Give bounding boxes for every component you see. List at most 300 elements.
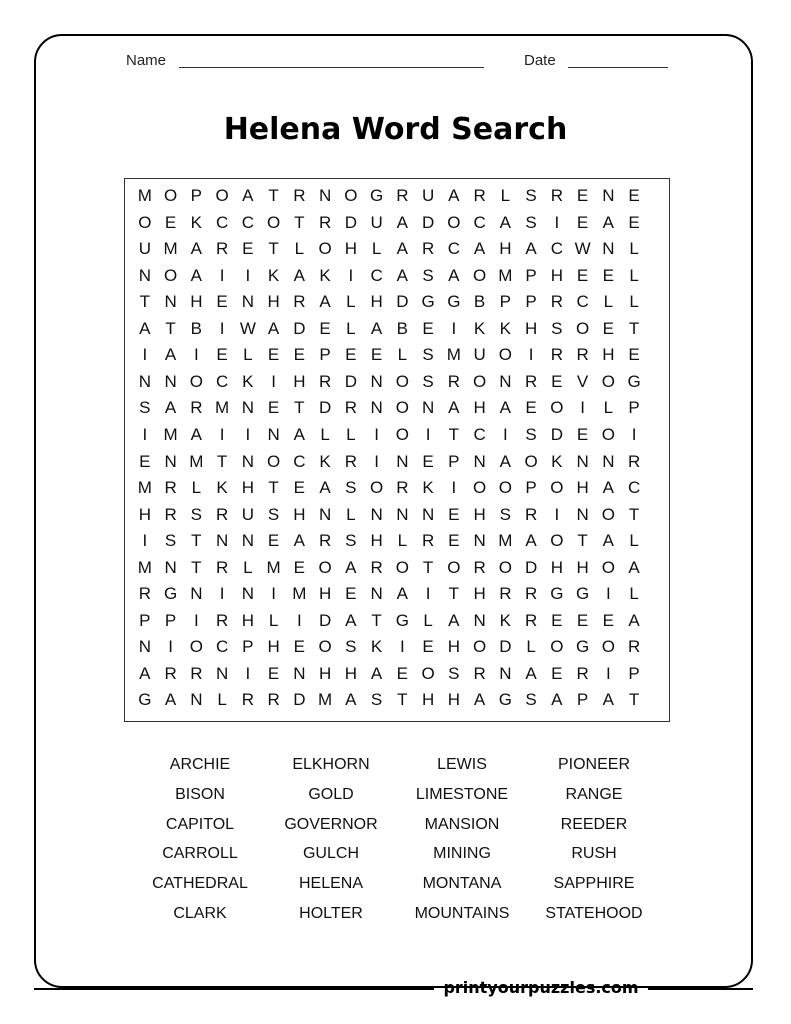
grid-letter: E bbox=[551, 610, 563, 630]
grid-letter: R bbox=[215, 239, 229, 259]
grid-letter: H bbox=[473, 504, 486, 524]
grid-letter: D bbox=[344, 212, 357, 232]
grid-letter: T bbox=[165, 318, 176, 338]
grid-letter: S bbox=[422, 345, 434, 365]
grid-letter: H bbox=[267, 637, 280, 657]
grid-letter: L bbox=[603, 398, 614, 418]
grid-letter: A bbox=[293, 531, 306, 551]
grid-letter: R bbox=[627, 451, 641, 471]
grid-letter: O bbox=[189, 637, 203, 657]
grid-letter: S bbox=[422, 371, 434, 391]
grid-letter: R bbox=[550, 292, 563, 312]
grid-letter: A bbox=[499, 212, 512, 232]
grid-letter: T bbox=[294, 212, 305, 232]
grid-letter: P bbox=[242, 637, 254, 657]
grid-letter: H bbox=[293, 504, 306, 524]
grid-letter: I bbox=[348, 265, 354, 285]
grid-letter: C bbox=[293, 451, 306, 471]
footer-line-left bbox=[34, 988, 434, 990]
grid-letter: S bbox=[190, 504, 203, 524]
grid-letter: D bbox=[293, 318, 306, 338]
grid-row bbox=[124, 210, 670, 237]
grid-letter: E bbox=[293, 637, 306, 657]
grid-letter: H bbox=[602, 345, 615, 365]
grid-letter: H bbox=[447, 637, 460, 657]
grid-letter: U bbox=[138, 239, 151, 259]
grid-letter: E bbox=[267, 663, 280, 683]
grid-letter: N bbox=[318, 504, 332, 524]
grid-letter: N bbox=[473, 531, 486, 551]
grid-letter: I bbox=[605, 584, 611, 604]
grid-letter: R bbox=[215, 557, 229, 577]
grid-letter: L bbox=[629, 292, 639, 312]
grid-letter: H bbox=[421, 690, 435, 710]
grid-letter: K bbox=[499, 610, 512, 630]
grid-letter: O bbox=[215, 186, 229, 205]
grid-letter: A bbox=[499, 451, 512, 471]
grid-letter: A bbox=[473, 690, 486, 710]
grid-letter: T bbox=[448, 584, 460, 604]
page-title: Helena Word Search bbox=[223, 112, 568, 147]
grid-letter: R bbox=[215, 504, 229, 524]
grid-letter: B bbox=[396, 318, 409, 338]
grid-letter: A bbox=[396, 265, 409, 285]
grid-letter: R bbox=[524, 371, 538, 391]
grid-letter: W bbox=[239, 318, 256, 338]
grid-letter: A bbox=[525, 531, 537, 551]
grid-letter: A bbox=[473, 239, 486, 259]
grid-letter: R bbox=[318, 371, 332, 391]
grid-letter: N bbox=[164, 371, 177, 391]
grid-letter: T bbox=[191, 531, 202, 551]
grid-row bbox=[124, 316, 670, 343]
grid-letter: E bbox=[293, 478, 306, 498]
grid-letter: N bbox=[267, 424, 280, 444]
word-list-item: LIMESTONE bbox=[415, 785, 509, 803]
grid-letter: L bbox=[500, 186, 511, 205]
grid-letter: E bbox=[267, 345, 280, 365]
grid-letter: E bbox=[422, 451, 434, 471]
grid-letter: N bbox=[318, 186, 332, 205]
grid-letter: D bbox=[499, 637, 512, 657]
grid-letter: C bbox=[576, 292, 589, 312]
grid-letter: N bbox=[164, 292, 177, 312]
grid-letter: H bbox=[344, 239, 357, 259]
grid-letter: S bbox=[370, 690, 383, 710]
grid-letter: A bbox=[525, 663, 537, 683]
grid-letter: I bbox=[451, 318, 457, 338]
grid-letter: I bbox=[374, 451, 379, 471]
word-list-item: RUSH bbox=[571, 845, 617, 863]
grid-letter: H bbox=[241, 478, 254, 498]
site-name: printyourpuzzles.com bbox=[443, 978, 639, 997]
grid-letter: O bbox=[472, 637, 487, 657]
grid-letter: L bbox=[346, 318, 356, 338]
grid-letter: O bbox=[395, 557, 409, 577]
grid-letter: E bbox=[396, 663, 409, 683]
grid-letter: S bbox=[525, 212, 537, 232]
grid-letter: M bbox=[137, 478, 152, 498]
grid-letter: N bbox=[499, 371, 512, 391]
grid-letter: R bbox=[190, 398, 203, 418]
grid-letter: N bbox=[576, 504, 589, 524]
grid-letter: N bbox=[241, 292, 254, 312]
grid-letter: H bbox=[576, 478, 589, 498]
grid-letter: L bbox=[346, 292, 356, 312]
grid-letter: R bbox=[473, 186, 486, 205]
grid-row bbox=[124, 369, 670, 396]
grid-letter: I bbox=[142, 424, 148, 444]
grid-letter: G bbox=[498, 690, 512, 710]
grid-row bbox=[124, 608, 670, 635]
grid-letter: D bbox=[318, 610, 332, 630]
grid-row bbox=[124, 342, 670, 369]
grid-letter: H bbox=[524, 318, 538, 338]
grid-letter: I bbox=[193, 345, 199, 365]
word-list-item: MANSION bbox=[424, 815, 500, 833]
grid-letter: T bbox=[397, 690, 408, 710]
grid-letter: O bbox=[395, 371, 409, 391]
grid-letter: A bbox=[448, 398, 460, 418]
grid-letter: O bbox=[447, 212, 461, 232]
grid-letter: N bbox=[190, 584, 203, 604]
grid-letter: E bbox=[319, 318, 331, 338]
grid-letter: R bbox=[164, 663, 177, 683]
grid-letter: N bbox=[473, 610, 486, 630]
grid-letter: E bbox=[628, 186, 640, 205]
grid-letter: H bbox=[370, 292, 383, 312]
grid-letter: P bbox=[190, 186, 203, 205]
grid-letter: S bbox=[422, 265, 434, 285]
grid-letter: A bbox=[164, 398, 177, 418]
grid-letter: A bbox=[164, 345, 177, 365]
grid-letter: I bbox=[219, 424, 225, 444]
grid-letter: S bbox=[267, 504, 280, 524]
grid-letter: K bbox=[242, 371, 254, 391]
grid-letter: I bbox=[399, 637, 405, 657]
grid-letter: A bbox=[628, 610, 640, 630]
grid-letter: H bbox=[318, 663, 332, 683]
word-list-item: LEWIS bbox=[437, 756, 487, 773]
grid-letter: A bbox=[267, 318, 280, 338]
grid-letter: N bbox=[602, 186, 615, 205]
grid-letter: M bbox=[137, 186, 152, 205]
word-list-item: STATEHOOD bbox=[545, 905, 643, 922]
grid-letter: I bbox=[219, 318, 225, 338]
word-list-item: PIONEER bbox=[557, 756, 630, 773]
grid-letter: S bbox=[525, 186, 537, 205]
grid-letter: L bbox=[243, 345, 253, 365]
grid-letter: G bbox=[447, 292, 461, 312]
grid-letter: I bbox=[502, 424, 508, 444]
grid-letter: M bbox=[498, 265, 513, 285]
grid-letter: R bbox=[627, 637, 641, 657]
grid-letter: S bbox=[448, 663, 460, 683]
grid-letter: E bbox=[293, 345, 306, 365]
grid-letter: A bbox=[319, 292, 331, 312]
grid-letter: O bbox=[575, 318, 590, 338]
grid-letter: T bbox=[268, 239, 279, 259]
grid-letter: N bbox=[164, 557, 177, 577]
grid-letter: E bbox=[267, 398, 280, 418]
grid-letter: H bbox=[138, 504, 151, 524]
grid-letter: E bbox=[293, 557, 306, 577]
grid-letter: K bbox=[319, 265, 331, 285]
grid-letter: K bbox=[422, 478, 434, 498]
grid-letter: E bbox=[164, 212, 177, 232]
grid-letter: R bbox=[550, 345, 563, 365]
grid-letter: R bbox=[447, 371, 460, 391]
grid-letter: A bbox=[190, 265, 203, 285]
grid-letter: E bbox=[267, 531, 280, 551]
grid-letter: A bbox=[345, 557, 357, 577]
grid-letter: H bbox=[550, 265, 563, 285]
grid-letter: O bbox=[498, 345, 512, 365]
grid-letter: A bbox=[396, 239, 409, 259]
grid-letter: U bbox=[421, 186, 435, 205]
grid-letter: A bbox=[139, 663, 151, 683]
grid-letter: O bbox=[318, 637, 332, 657]
grid-letter: S bbox=[525, 424, 537, 444]
grid-letter: I bbox=[631, 424, 637, 444]
grid-letter: E bbox=[448, 504, 460, 524]
grid-row bbox=[124, 395, 670, 422]
grid-letter: A bbox=[139, 318, 151, 338]
grid-letter: N bbox=[138, 265, 151, 285]
grid-letter: C bbox=[627, 478, 641, 498]
grid-letter: P bbox=[628, 398, 640, 418]
grid-row bbox=[124, 528, 670, 555]
grid-letter: G bbox=[550, 584, 564, 604]
grid-letter: R bbox=[164, 504, 177, 524]
grid-letter: K bbox=[267, 265, 280, 285]
grid-letter: O bbox=[550, 637, 564, 657]
grid-letter: I bbox=[142, 531, 148, 551]
grid-row bbox=[124, 183, 670, 210]
grid-letter: G bbox=[163, 584, 178, 604]
grid-letter: L bbox=[243, 557, 253, 577]
grid-letter: E bbox=[576, 424, 589, 444]
grid-letter: O bbox=[189, 371, 203, 391]
grid-letter: T bbox=[268, 478, 279, 498]
grid-letter: M bbox=[163, 424, 178, 444]
grid-letter: R bbox=[293, 292, 306, 312]
grid-letter: U bbox=[241, 504, 254, 524]
grid-letter: I bbox=[425, 584, 431, 604]
grid-letter: O bbox=[601, 424, 615, 444]
word-list-item: GOLD bbox=[308, 785, 354, 803]
grid-letter: R bbox=[524, 584, 538, 604]
grid-letter: I bbox=[271, 371, 276, 391]
grid-letter: O bbox=[421, 663, 435, 683]
grid-letter: R bbox=[421, 239, 435, 259]
grid-letter: A bbox=[448, 610, 460, 630]
grid-letter: C bbox=[550, 239, 563, 259]
grid-letter: G bbox=[575, 637, 590, 657]
grid-letter: N bbox=[241, 451, 254, 471]
grid-letter: A bbox=[551, 690, 563, 710]
grid-letter: E bbox=[216, 345, 228, 365]
grid-letter: E bbox=[370, 345, 383, 365]
word-list-item: REEDER bbox=[560, 815, 628, 833]
grid-letter: N bbox=[370, 398, 383, 418]
grid-letter: O bbox=[395, 398, 409, 418]
grid-letter: E bbox=[551, 371, 563, 391]
name-label: Name bbox=[126, 52, 167, 69]
grid-letter: P bbox=[448, 451, 460, 471]
grid-letter: M bbox=[446, 345, 461, 365]
grid-row bbox=[124, 661, 670, 688]
word-list-item: GULCH bbox=[302, 845, 359, 863]
grid-letter: N bbox=[421, 398, 435, 418]
grid-letter: I bbox=[219, 584, 225, 604]
grid-letter: T bbox=[422, 557, 434, 577]
grid-row bbox=[124, 475, 670, 502]
grid-letter: A bbox=[499, 398, 512, 418]
grid-letter: C bbox=[215, 371, 229, 391]
grid-letter: K bbox=[216, 478, 228, 498]
grid-letter: G bbox=[627, 371, 641, 391]
grid-letter: L bbox=[346, 424, 356, 444]
grid-letter: T bbox=[139, 292, 151, 312]
grid-letter: A bbox=[319, 478, 331, 498]
grid-letter: A bbox=[190, 424, 203, 444]
grid-letter: N bbox=[370, 371, 383, 391]
grid-letter: R bbox=[370, 557, 383, 577]
grid-letter: S bbox=[164, 531, 177, 551]
grid-letter: L bbox=[603, 292, 614, 312]
grid-letter: S bbox=[139, 398, 151, 418]
grid-letter: A bbox=[396, 212, 409, 232]
grid-letter: T bbox=[577, 531, 588, 551]
grid-letter: R bbox=[267, 690, 280, 710]
grid-letter: T bbox=[628, 318, 640, 338]
grid-letter: P bbox=[499, 292, 512, 312]
grid-letter: R bbox=[524, 610, 538, 630]
grid-letter: O bbox=[601, 637, 615, 657]
grid-letter: S bbox=[345, 478, 357, 498]
grid-row bbox=[124, 555, 670, 582]
grid-letter: T bbox=[371, 610, 382, 630]
grid-letter: I bbox=[580, 398, 585, 418]
grid-letter: O bbox=[138, 212, 152, 232]
grid-letter: N bbox=[241, 531, 254, 551]
grid-letter: N bbox=[241, 398, 254, 418]
grid-letter: E bbox=[345, 345, 357, 365]
grid-letter: C bbox=[215, 637, 229, 657]
grid-letter: M bbox=[189, 451, 204, 471]
date-line bbox=[568, 67, 668, 68]
grid-row bbox=[124, 502, 670, 529]
grid-letter: H bbox=[550, 557, 563, 577]
grid-letter: N bbox=[190, 690, 203, 710]
grid-letter: C bbox=[215, 212, 229, 232]
grid-letter: S bbox=[345, 531, 357, 551]
grid-letter: R bbox=[576, 663, 589, 683]
grid-letter: L bbox=[397, 531, 408, 551]
name-line bbox=[179, 67, 484, 68]
grid-letter: N bbox=[164, 451, 177, 471]
grid-letter: C bbox=[241, 212, 254, 232]
grid-letter: K bbox=[319, 451, 331, 471]
grid-letter: R bbox=[473, 663, 486, 683]
grid-letter: O bbox=[163, 186, 178, 205]
word-list-item: GOVERNOR bbox=[284, 815, 378, 833]
grid-letter: V bbox=[576, 371, 589, 391]
grid-letter: R bbox=[396, 186, 409, 205]
grid-letter: N bbox=[241, 584, 254, 604]
grid-letter: I bbox=[605, 663, 611, 683]
word-list-item: CATHEDRAL bbox=[152, 875, 248, 893]
grid-letter: E bbox=[139, 451, 151, 471]
grid-letter: A bbox=[602, 212, 615, 232]
grid-letter: C bbox=[473, 424, 486, 444]
word-list-item: MOUNTAINS bbox=[414, 905, 510, 922]
grid-letter: O bbox=[369, 478, 384, 498]
grid-letter: I bbox=[296, 610, 302, 630]
grid-letter: N bbox=[215, 663, 229, 683]
grid-letter: N bbox=[370, 504, 383, 524]
grid-letter: O bbox=[601, 504, 615, 524]
grid-letter: H bbox=[576, 557, 589, 577]
grid-letter: E bbox=[602, 610, 615, 630]
grid-letter: M bbox=[498, 531, 513, 551]
grid-letter: H bbox=[190, 292, 203, 312]
grid-letter: L bbox=[294, 239, 305, 259]
grid-letter: M bbox=[292, 584, 307, 604]
grid-letter: A bbox=[396, 584, 409, 604]
grid-letter: A bbox=[345, 690, 357, 710]
grid-row bbox=[124, 289, 670, 316]
word-list-item: HELENA bbox=[298, 875, 364, 893]
grid-letter: O bbox=[318, 239, 332, 259]
word-list-item: CLARK bbox=[173, 905, 227, 922]
grid-letter: N bbox=[138, 637, 151, 657]
grid-letter: I bbox=[193, 610, 199, 630]
grid-letter: G bbox=[369, 186, 384, 205]
grid-row bbox=[124, 687, 670, 714]
grid-letter: T bbox=[628, 690, 640, 710]
grid-letter: H bbox=[473, 584, 486, 604]
grid-letter: T bbox=[628, 504, 640, 524]
grid-letter: T bbox=[268, 186, 279, 205]
grid-letter: O bbox=[524, 451, 538, 471]
grid-letter: M bbox=[137, 557, 152, 577]
word-list-item: HOLTER bbox=[299, 905, 363, 922]
grid-row bbox=[124, 449, 670, 476]
grid-letter: R bbox=[421, 531, 435, 551]
grid-letter: A bbox=[602, 690, 615, 710]
grid-letter: I bbox=[245, 424, 251, 444]
word-list-item: MINING bbox=[433, 845, 491, 863]
grid-letter: A bbox=[242, 186, 254, 205]
grid-letter: U bbox=[473, 345, 486, 365]
grid-letter: E bbox=[576, 186, 589, 205]
grid-letter: I bbox=[425, 424, 431, 444]
grid-letter: O bbox=[550, 398, 564, 418]
grid-letter: S bbox=[345, 637, 357, 657]
grid-letter: A bbox=[293, 265, 306, 285]
grid-letter: N bbox=[499, 663, 512, 683]
grid-letter: L bbox=[191, 478, 202, 498]
grid-letter: L bbox=[346, 504, 356, 524]
grid-letter: R bbox=[396, 478, 409, 498]
grid-letter: R bbox=[138, 584, 151, 604]
grid-letter: A bbox=[448, 265, 460, 285]
grid-letter: H bbox=[293, 371, 306, 391]
grid-letter: E bbox=[628, 212, 640, 232]
grid-letter: H bbox=[267, 292, 280, 312]
